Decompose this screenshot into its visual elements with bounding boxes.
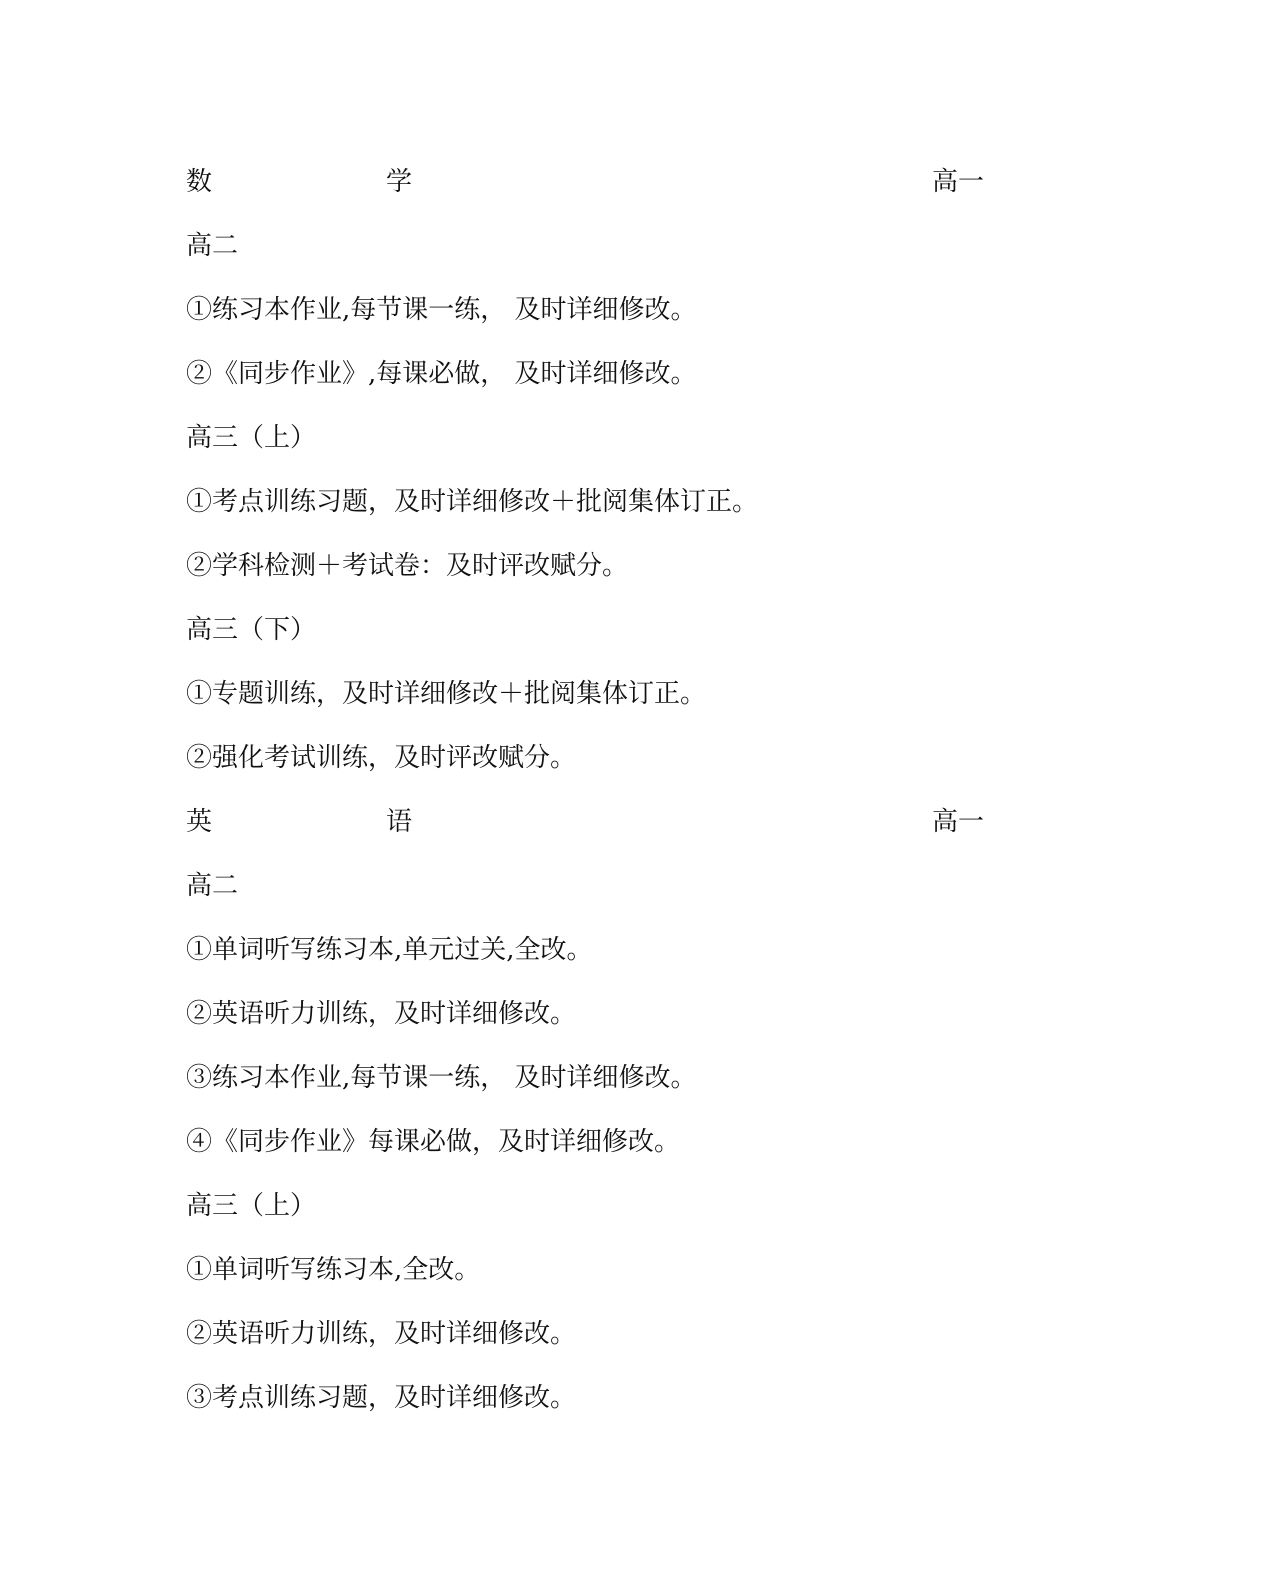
english-grade-3a-item-3: ③考点训练习题，及时详细修改。: [186, 1383, 577, 1413]
english-grade-3a-heading: 高三（上）: [186, 1191, 317, 1221]
english-grade-2-item-2: ②英语听力训练，及时详细修改。: [186, 999, 577, 1029]
math-grade-3b-item-2: ②强化考试训练，及时评改赋分。: [186, 743, 577, 773]
math-grade-3a-item-2: ②学科检测＋考试卷：及时评改赋分。: [186, 551, 629, 581]
english-grade-1-label: 高一: [932, 807, 985, 837]
english-heading-row: [186, 802, 1006, 842]
math-grade-3a-heading: 高三（上）: [186, 423, 317, 453]
math-grade-3a-item-1: ①考点训练习题，及时详细修改＋批阅集体订正。: [186, 487, 759, 517]
english-title-char-2: 语: [386, 807, 413, 837]
math-grade-2-item-1: ①练习本作业,每节课一练， 及时详细修改。: [186, 295, 697, 325]
english-title-char-1: 英: [186, 807, 213, 837]
math-heading-row: [186, 162, 1006, 202]
english-grade-2-item-4: ④《同步作业》每课必做，及时详细修改。: [186, 1127, 681, 1157]
english-grade-3a-item-1: ①单词听写练习本,全改。: [186, 1255, 481, 1285]
english-grade-2-item-3: ③练习本作业,每节课一练， 及时详细修改。: [186, 1063, 697, 1093]
math-grade-3b-heading: 高三（下）: [186, 615, 317, 645]
math-title-char-2: 学: [386, 167, 413, 197]
math-title-char-1: 数: [186, 167, 213, 197]
english-grade-3a-item-2: ②英语听力训练，及时详细修改。: [186, 1319, 577, 1349]
math-grade-1-label: 高一: [932, 167, 985, 197]
math-grade-2-heading: 高二: [186, 231, 239, 261]
english-grade-2-heading: 高二: [186, 871, 239, 901]
math-grade-2-item-2: ②《同步作业》,每课必做， 及时详细修改。: [186, 359, 697, 389]
english-grade-2-item-1: ①单词听写练习本,单元过关,全改。: [186, 935, 593, 965]
math-grade-3b-item-1: ①专题训练，及时详细修改＋批阅集体订正。: [186, 679, 707, 709]
